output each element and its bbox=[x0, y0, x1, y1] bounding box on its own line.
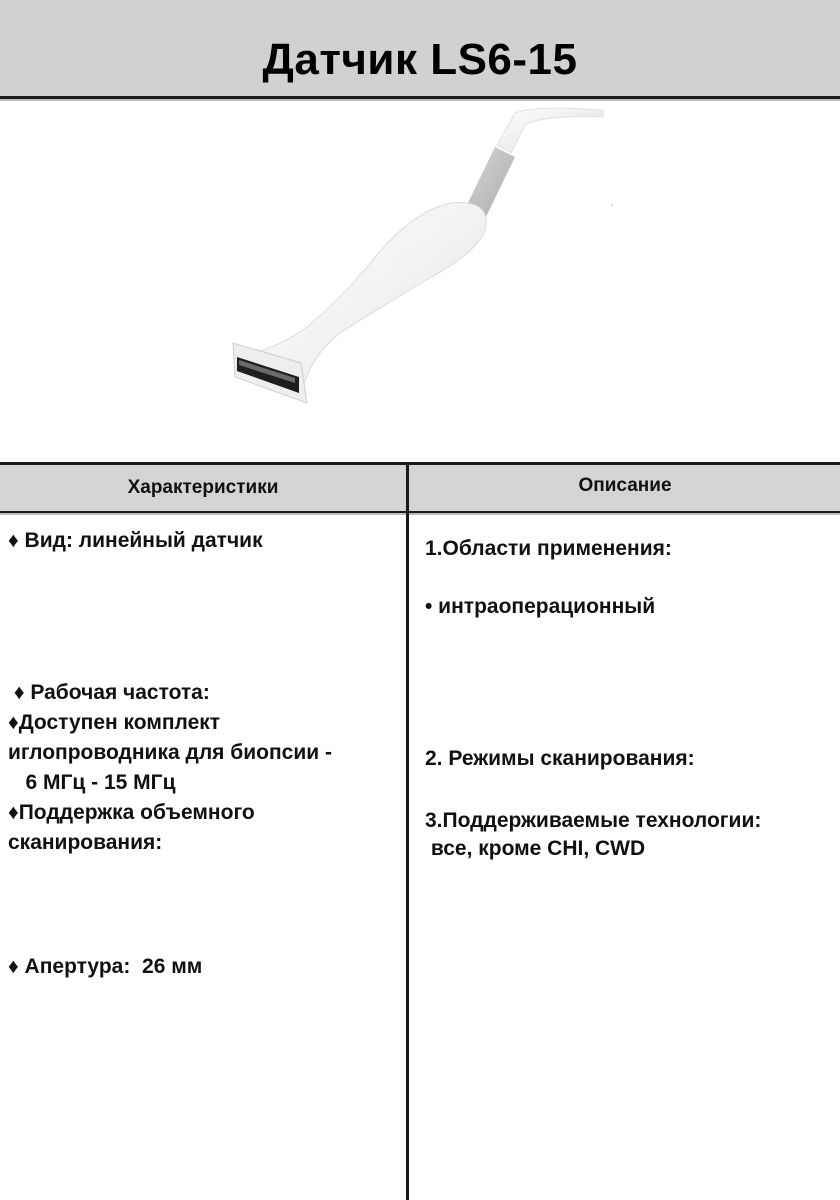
desc-technologies-heading: 3.Поддерживаемые технологии: bbox=[425, 809, 762, 832]
spec-frequency: ♦ Рабочая частота: 6 МГц - 15 МГц bbox=[8, 681, 210, 794]
desc-scan-modes: 2. Режимы сканирования: все, кроме CHI, CWD bbox=[425, 747, 695, 860]
desc-application-item: • интраоперационный bbox=[425, 595, 656, 618]
spec-type: ♦ Вид: линейный датчик bbox=[8, 529, 263, 552]
spec-aperture: ♦ Апертура: 26 мм bbox=[8, 955, 203, 978]
spec-biopsy-kit: ♦Доступен комплект иглопроводника для биопсии - bbox=[8, 711, 332, 764]
linear-probe-image bbox=[215, 105, 615, 415]
desc-applications-heading: 1.Области применения: bbox=[425, 537, 672, 560]
column-divider bbox=[406, 462, 409, 1200]
spec-volume-scan: ♦Поддержка объемного сканирования: bbox=[8, 801, 255, 854]
page-title: Датчик LS6-15 bbox=[262, 35, 578, 84]
column-header-characteristics: Характеристики bbox=[127, 477, 279, 498]
table-header bbox=[0, 462, 840, 513]
column-header-description: Описание bbox=[578, 475, 672, 496]
